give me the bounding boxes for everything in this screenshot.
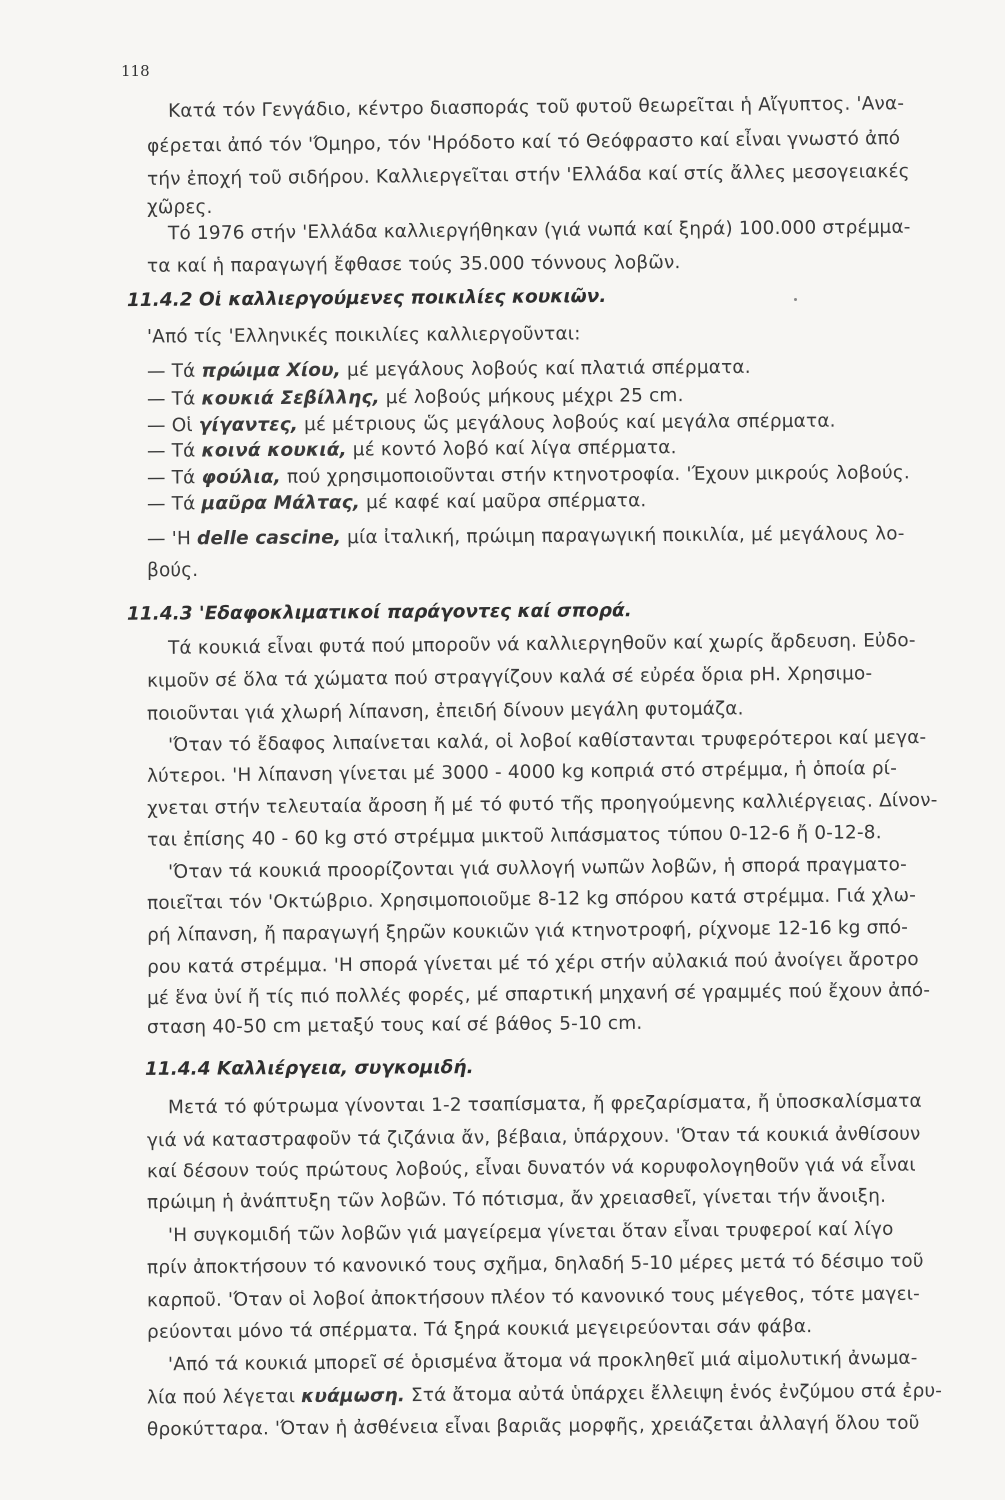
intro-line-2: φέρεται ἀπό τόν 'Όμηρο, τόν 'Ηρόδοτο καί τό Θεόφραστο καί εἶναι γνωστό ἀπό	[146, 128, 901, 157]
cultivation-line: καρποῦ. 'Όταν οἱ λοβοί ἀποκτήσουν πλέον τό κανονικό τους μέγεθος, τότε μαγει-	[146, 1283, 921, 1312]
cultivation-line: γιά νά καταστραφοῦν τά ζιζάνια ἄν, βέβαια, ὑπάρχουν. 'Όταν τά κουκιά ἀνθίσουν	[146, 1123, 921, 1152]
soil-line: λύτεροι. 'Η λίπανση γίνεται μέ 3000 - 4000 kg κοπριά στό στρέμμα, ἡ ὁποία ρί-	[146, 758, 898, 787]
soil-line: ποιοῦνται γιά χλωρή λίπανση, ἐπειδή δίνουν μεγάλη φυτομάζα.	[146, 698, 744, 725]
soil-line: μέ ἕνα ὑνί ἤ τίς πιό πολλές φορές, μέ σπαρτική μηχανή σέ γραμμές πού ἔχουν ἀπό-	[146, 979, 931, 1010]
variety-item: — 'Η delle cascine, μία ἰταλική, πρώιμη παραγωγική ποικιλία, μέ μεγάλους λο-	[146, 523, 905, 550]
ink-speck	[794, 298, 797, 301]
term-kyamosi: κυάμωση.	[301, 1385, 406, 1408]
cultivation-line: Μετά τό φύτρωμα γίνονται 1-2 τσαπίσματα, ἤ φρεζαρίσματα, ἤ ὑποσκαλίσματα	[167, 1090, 922, 1119]
variety-item: — Τά μαῦρα Μάλτας, μέ καφέ καί μαῦρα σπέρματα.	[146, 490, 647, 515]
cultivation-line: πρώιμη ἡ ἀνάπτυξη τῶν λοβῶν. Τό πότισμα, ἄν χρειασθεῖ, γίνεται τήν ἄνοιξη.	[146, 1185, 887, 1214]
intro-line-5: Τό 1976 στήν 'Ελλάδα καλλιεργήθηκαν (γιά νωπά καί ξηρά) 100.000 στρέμμα-	[167, 216, 911, 245]
soil-line: Τά κουκιά εἶναι φυτά πού μποροῦν νά καλλιεργηθοῦν καί χωρίς ἄρδευση. Εὐδο-	[167, 630, 916, 659]
page-number: 118	[121, 62, 150, 80]
intro-line-4: χῶρες.	[147, 197, 213, 218]
soil-line: ποιεῖται τόν 'Οκτώβριο. Χρησιμοποιοῦμε 8-12 kg σπόρου κατά στρέμμα. Γιά χλω-	[146, 884, 917, 915]
cultivation-line: 'Η συγκομιδή τῶν λοβῶν γιά μαγείρεμα γίνεται ὅταν εἶναι τρυφεροί καί λίγο	[167, 1218, 894, 1247]
soil-line: κιμοῦν σέ ὅλα τά χώματα πού στραγγίζουν καλά σέ εὐρέα ὅρια pH. Χρησιμο-	[146, 663, 873, 692]
soil-line: 'Όταν τά κουκιά προορίζονται γιά συλλογή νωπῶν λοβῶν, ἡ σπορά πραγματο-	[167, 854, 908, 883]
cultivation-line: ρεύονται μόνο τά σπέρματα. Τά ξηρά κουκιά μεγειρεύονται σάν φάβα.	[146, 1316, 813, 1343]
cultivation-line: πρίν ἀποκτήσουν τό κανονικό τους σχῆμα, δηλαδή 5-10 μέρες μετά τό δέσιμο τοῦ	[146, 1250, 924, 1279]
varieties-intro: 'Από τίς 'Ελληνικές ποικιλίες καλλιεργοῦνται:	[146, 323, 581, 348]
variety-item: — Τά πρώιμα Χίου, μέ μεγάλους λοβούς καί πλατιά σπέρματα.	[146, 356, 751, 383]
soil-line: ρή λίπανση, ἤ παραγωγή ξηρῶν κουκιῶν γιά κτηνοτροφή, ρίχνομε 12-16 kg σπό-	[146, 917, 909, 946]
intro-line-6: τα καί ἡ παραγωγή ἔφθασε τούς 35.000 τόννους λοβῶν.	[146, 252, 681, 277]
cultivation-line: θροκύτταρα. 'Όταν ἡ ἀσθένεια εἶναι βαριᾶς μορφῆς, χρειάζεται ἀλλαγή ὅλου τοῦ	[146, 1412, 920, 1441]
variety-item: — Τά κοινά κουκιά, μέ κοντό λοβό καί λίγα σπέρματα.	[146, 437, 677, 462]
soil-line: ρου κατά στρέμμα. 'Η σπορά γίνεται μέ τό χέρι στήν αὐλακιά πού ἀνοίγει ἄροτρο	[146, 948, 919, 979]
cultivation-line: 'Από τά κουκιά μπορεῖ σέ ὁρισμένα ἄτομα νά προκληθεῖ μιά αἱμολυτική ἀνωμα-	[167, 1347, 918, 1376]
cultivation-line-kyamosi: λία πού λέγεται κυάμωση. Στά ἄτομα αὐτά ὑπάρχει ἔλλειψη ἑνός ἐνζύμου στά ἐρυ-	[146, 1380, 943, 1409]
variety-continuation: βούς.	[147, 560, 199, 581]
variety-item: — Οἱ γίγαντες, μέ μέτριους ὥς μεγάλους λοβούς καί μεγάλα σπέρματα.	[146, 410, 836, 437]
cultivation-line: καί δέσουν τούς πρώτους λοβούς, εἶναι δυνατόν νά κορυφολογηθοῦν γιά νά εἶναι	[146, 1154, 916, 1183]
soil-line: σταση 40-50 cm μεταξύ τους καί σέ βάθος 5-10 cm.	[146, 1012, 643, 1039]
soil-line: 'Όταν τό ἔδαφος λιπαίνεται καλά, οἱ λοβοί καθίστανται τρυφερότεροι καί μεγα-	[167, 727, 927, 756]
heading-cultivation-harvest: 11.4.4 Καλλιέργεια, συγκομιδή.	[144, 1057, 474, 1080]
soil-line: ται ἐπίσης 40 - 60 kg στό στρέμμα μικτοῦ λιπάσματος τύπου 0-12-6 ἤ 0-12-8.	[146, 822, 882, 851]
variety-item: — Τά φούλια, πού χρησιμοποιοῦνται στήν κτηνοτροφία. 'Έχουν μικρούς λοβούς.	[146, 462, 910, 489]
heading-varieties: 11.4.2 Οἱ καλλιεργούμενες ποικιλίες κουκιῶν.	[126, 285, 607, 312]
variety-item: — Τά κουκιά Σεβίλλης, μέ λοβούς μήκους μέχρι 25 cm.	[146, 385, 684, 410]
intro-line-3: τήν ἐποχή τοῦ σιδήρου. Καλλιεργεῖται στήν 'Ελλάδα καί στίς ἄλλες μεσογειακές	[146, 161, 910, 190]
heading-soil-climate: 11.4.3 'Εδαφοκλιματικοί παράγοντες καί σπορά.	[126, 600, 632, 625]
intro-line-1: Κατά τόν Γενγάδιο, κέντρο διασποράς τοῦ φυτοῦ θεωρεῖται ἡ Αἴγυπτος. 'Ανα-	[167, 93, 905, 122]
soil-line: χνεται στήν τελευταία ἄροση ἤ μέ τό φυτό τῆς προηγούμενης καλλιέργειας. Δίνον-	[146, 789, 938, 820]
